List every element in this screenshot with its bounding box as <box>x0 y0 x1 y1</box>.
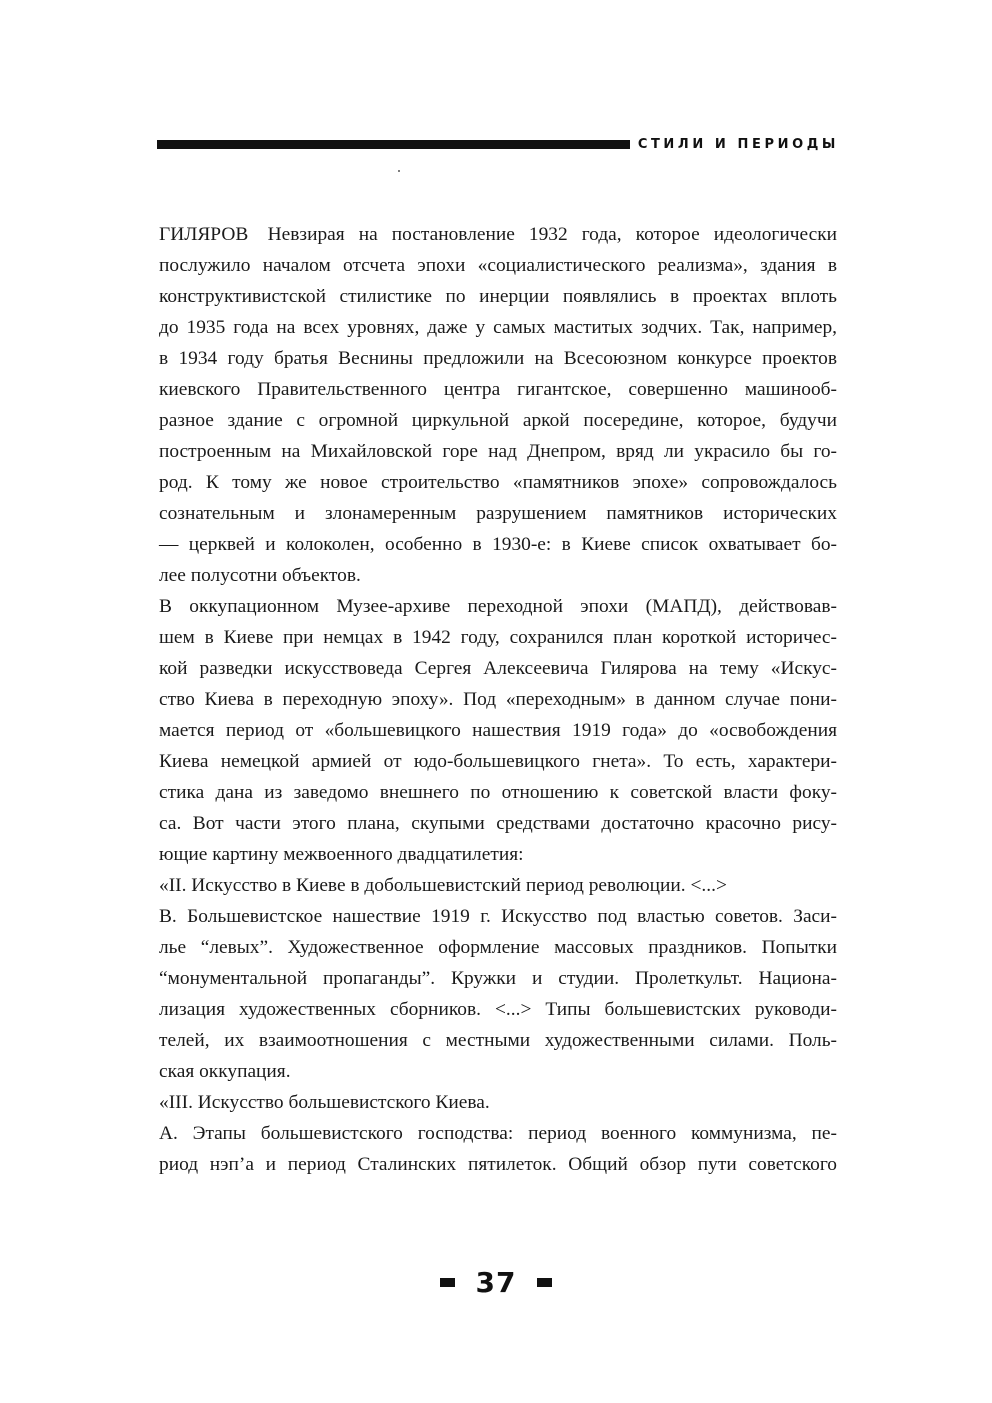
text-line: лизация художественных сборников. <...> Типы большевистских руководи- <box>159 999 837 1020</box>
text-line: построенным на Михайловской горе над Днепром, вряд ли украсило бы го- <box>159 441 837 462</box>
page-footer <box>440 1262 552 1302</box>
text-line: «III. Искусство большевистского Киева. <box>159 1092 490 1113</box>
text-line: ГИЛЯРОВ Невзирая на постановление 1932 года, которое идеологически <box>159 224 837 245</box>
header-rule <box>157 140 630 149</box>
text-line: стика дана из заведомо внешнего по отношению к советской власти фоку- <box>159 782 837 803</box>
text-line: “монументальной пропаганды”. Кружки и студии. Пролеткульт. Национа- <box>159 968 837 989</box>
text-line: разное здание с огромной циркульной аркой посередине, которое, будучи <box>159 410 837 431</box>
text-line: мается период от «большевицкого нашествия 1919 года» до «освобождения <box>159 720 837 741</box>
text-line: ющие картину межвоенного двадцатилетия: <box>159 844 524 865</box>
text-line: В оккупационном Музее-архиве переходной эпохи (МАПД), действовав- <box>159 596 837 617</box>
text-line: са. Вот части этого плана, скупыми средствами достаточно красочно рису- <box>159 813 837 834</box>
folio-square-left <box>440 1278 455 1287</box>
text-line: до 1935 года на всех уровнях, даже у самых маститых зодчих. Так, например, <box>159 317 837 338</box>
text-line: сознательным и злонамеренным разрушением памятников исторических <box>159 503 837 524</box>
text-line: телей, их взаимоотношения с местными художественными силами. Поль- <box>159 1030 837 1051</box>
text-line: — церквей и колоколен, особенно в 1930-е: в Киеве список охватывает бо- <box>159 534 837 555</box>
text-line: род. К тому же новое строительство «памятников эпохе» сопровождалось <box>159 472 837 493</box>
text-line: конструктивистской стилистике по инерции появлялись в проектах вплоть <box>159 286 837 307</box>
text-line: ская оккупация. <box>159 1061 291 1082</box>
text-line: ство Киева в переходную эпоху». Под «переходным» в данном случае пони- <box>159 689 837 710</box>
text-line: в 1934 году братья Веснины предложили на Всесоюзном конкурсе проектов <box>159 348 837 369</box>
text-line: лее полусотни объектов. <box>159 565 361 586</box>
text-line: шем в Киеве при немцах в 1942 году, сохранился план короткой историчес- <box>159 627 837 648</box>
body-text <box>159 219 837 1180</box>
folio-square-right <box>537 1278 552 1287</box>
page-number: 37 <box>475 1265 517 1299</box>
text-line: кой разведки искусствоведа Сергея Алексеевича Гилярова на тему «Искус- <box>159 658 837 679</box>
print-speck <box>398 170 400 172</box>
text-line: A. Этапы большевистского господства: период военного коммунизма, пе- <box>159 1123 837 1144</box>
text-line: киевского Правительственного центра гигантское, совершенно машинооб- <box>159 379 837 400</box>
text-line: Киева немецкой армией от юдо-большевицкого гнета». То есть, характери- <box>159 751 837 772</box>
text-line: B. Большевистское нашествие 1919 г. Искусство под властью советов. Заси- <box>159 906 837 927</box>
text-line: послужило началом отсчета эпохи «социалистического реализма», здания в <box>159 255 837 276</box>
text-line: риод нэп’а и период Сталинских пятилеток. Общий обзор пути советского <box>159 1154 837 1175</box>
running-header <box>157 136 839 152</box>
text-line: «II. Искусство в Киеве в добольшевистский период революции. <...> <box>159 875 727 896</box>
running-head-title: СТИЛИ И ПЕРИОДЫ <box>637 136 839 152</box>
text-line: лье “левых”. Художественное оформление массовых праздников. Попытки <box>159 937 837 958</box>
